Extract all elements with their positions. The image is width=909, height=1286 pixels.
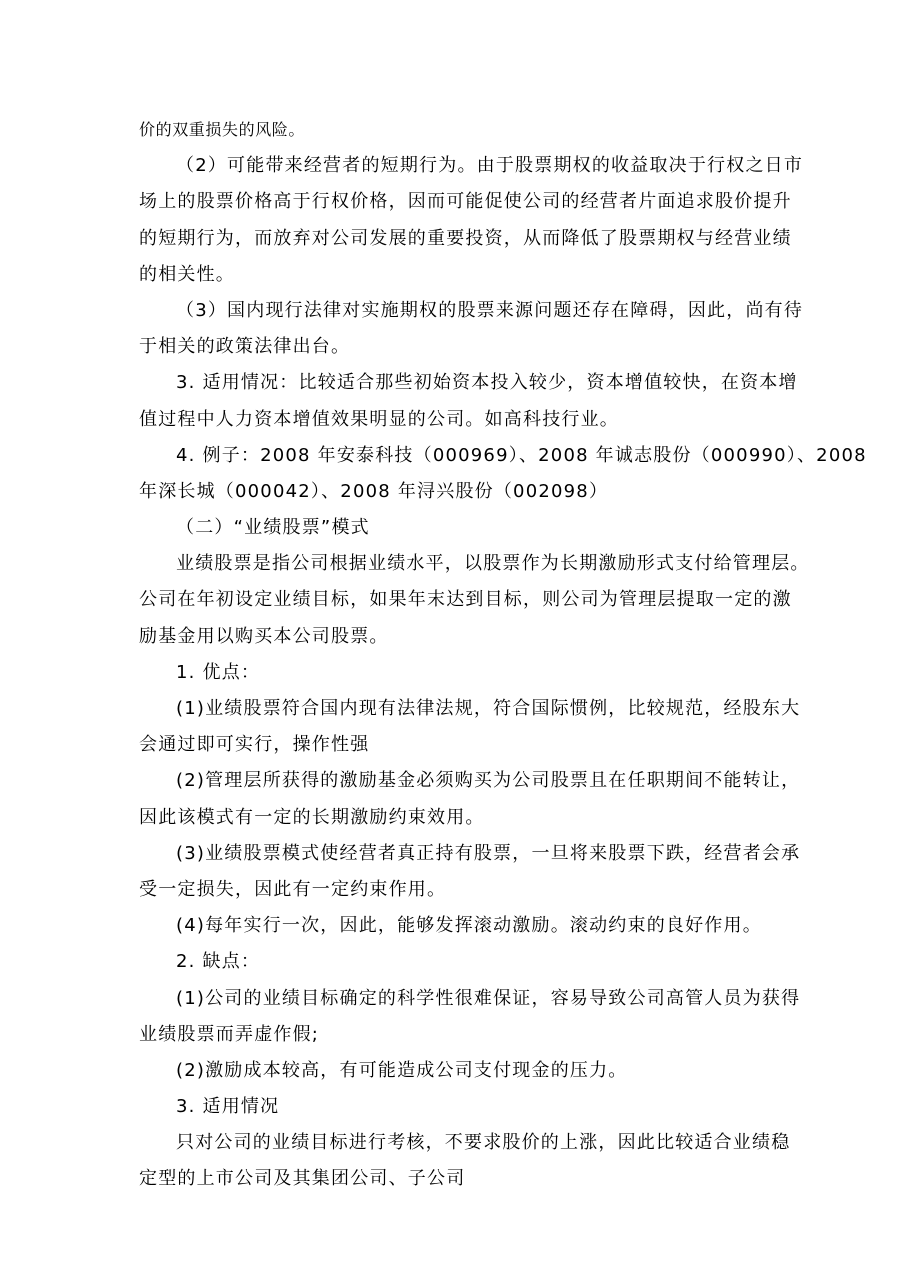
text-line: 因此该模式有一定的长期激励约束效用。	[139, 806, 485, 828]
text-line: 公司在年初设定业绩目标，如果年末达到目标，则公司为管理层提取一定的激	[139, 589, 792, 611]
text-line: 值过程中人力资本增值效果明显的公司。如高科技行业。	[139, 408, 619, 430]
subheading: 2. 缺点：	[176, 951, 261, 973]
text-line: (2)管理层所获得的激励基金必须购买为公司股票且在任职期间不能转让，	[176, 770, 801, 792]
section-heading: （二）“业绩股票”模式	[176, 517, 370, 539]
text-line: 价的双重损失的风险。	[139, 120, 306, 139]
text-line: (1)业绩股票符合国内现有法律法规，符合国际惯例，比较规范，经股东大	[176, 698, 801, 719]
text-line: （2）可能带来经营者的短期行为。由于股票期权的收益取决于行权之日市	[176, 155, 804, 177]
text-line: 于相关的政策法律出台。	[139, 336, 351, 358]
text-line: 业绩股票是指公司根据业绩水平，以股票作为长期激励形式支付给管理层。	[176, 553, 810, 575]
text-line: 年深长城（000042）、2008 年浔兴股份（002098）	[139, 480, 609, 502]
text-line: (2)激励成本较高，有可能造成公司支付现金的压力。	[176, 1059, 628, 1081]
subheading: 1. 优点：	[176, 661, 261, 683]
text-line: 场上的股票价格高于行权价格，因而可能促使公司的经营者片面追求股价提升	[139, 191, 792, 213]
subheading: 3. 适用情况	[176, 1096, 280, 1118]
document-body	[139, 112, 867, 1198]
text-line: (4)每年实行一次，因此，能够发挥滚动激励。滚动约束的良好作用。	[176, 915, 762, 937]
text-line: 的相关性。	[139, 263, 235, 285]
text-line: 会通过即可实行，操作性强	[139, 734, 370, 756]
text-line: 3. 适用情况：比较适合那些初始资本投入较少，资本增值较快，在资本增	[176, 372, 798, 394]
text-line: 受一定损失，因此有一定约束作用。	[139, 878, 447, 900]
text-line: 业绩股票而弄虚作假;	[139, 1023, 320, 1045]
text-line: 的短期行为，而放弃对公司发展的重要投资，从而降低了股票期权与经营业绩	[139, 227, 792, 249]
text-line: 4. 例子：2008 年安泰科技（000969）、2008 年诚志股份（000990）、2008	[176, 444, 867, 466]
text-line: 励基金用以购买本公司股票。	[139, 625, 389, 647]
text-line: 定型的上市公司及其集团公司、子公司	[139, 1168, 466, 1190]
text-line: (3)业绩股票模式使经营者真正持有股票，一旦将来股票下跌，经营者会承	[176, 842, 801, 864]
text-line: （3）国内现行法律对实施期权的股票来源问题还存在障碍，因此，尚有待	[176, 299, 804, 321]
text-line: 只对公司的业绩目标进行考核，不要求股价的上涨，因此比较适合业绩稳	[176, 1132, 791, 1154]
text-line: (1)公司的业绩目标确定的科学性很难保证，容易导致公司高管人员为获得	[176, 987, 801, 1009]
